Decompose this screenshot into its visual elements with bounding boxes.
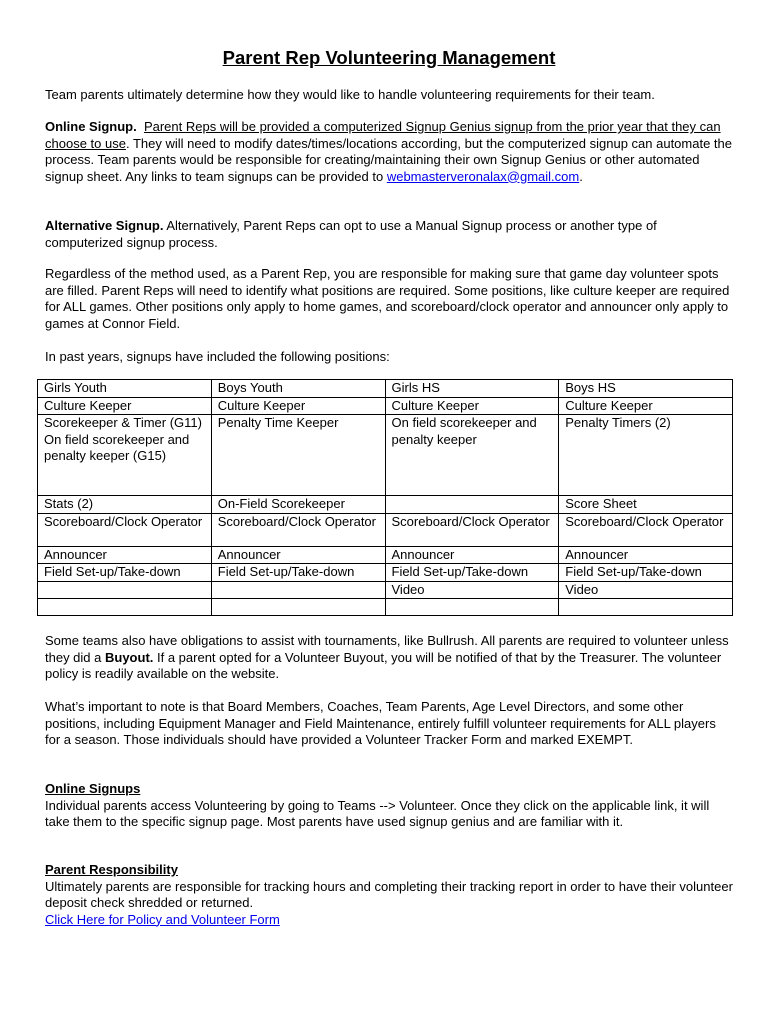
table-cell: Field Set-up/Take-down <box>211 564 385 582</box>
table-header-row <box>38 380 733 398</box>
table-cell: Announcer <box>211 546 385 564</box>
table-cell <box>385 496 559 514</box>
online-signup-rest: . They will need to modify dates/times/locations according, but the computerized signup can automate the process. Team parents would be responsible for creating/maintaining their own Signup Genius or other automated signup sheet. Any links to team signups can be provided to <box>45 135 732 184</box>
past-years-paragraph: In past years, signups have included the following positions: <box>45 349 390 364</box>
table-cell <box>559 599 733 616</box>
alternative-signup-label: Alternative Signup. <box>45 218 164 233</box>
table-cell: Penalty Timers (2) <box>559 415 733 496</box>
table-cell <box>211 581 385 599</box>
online-signups-heading: Online Signups <box>45 781 141 796</box>
table-cell: On-Field Scorekeeper <box>211 496 385 514</box>
online-signup-end: . <box>579 168 583 184</box>
table-cell: Video <box>559 581 733 599</box>
table-row <box>38 397 733 415</box>
webmaster-email-link[interactable]: webmasterveronalax@gmail.com <box>386 168 580 184</box>
policy-form-link[interactable]: Click Here for Policy and Volunteer Form <box>45 911 280 927</box>
table-cell: Culture Keeper <box>385 397 559 415</box>
important-paragraph: What’s important to note is that Board Members, Coaches, Team Parents, Age Level Directors, and some other positions, including Equipment Manager and Field Maintenance, entirely fulfill volunteer requirements for ALL players for a season. Those individuals should have provided a Volunteer Tracker Form and marked EXEMPT. <box>45 699 716 747</box>
online-signup-underlined: Parent Reps will be provided a computerized Signup Genius signup from the prior year that they can choose to use <box>45 119 721 151</box>
alternative-signup-text: Alternatively, Parent Reps can opt to use a Manual Signup process or another type of computerized signup process. <box>45 218 657 250</box>
table-cell: Culture Keeper <box>211 397 385 415</box>
table-cell: Culture Keeper <box>559 397 733 415</box>
obligations-before: Some teams also have obligations to assist with tournaments, like Bullrush. All parents are required to volunteer unless they did a <box>45 633 729 665</box>
regardless-paragraph: Regardless of the method used, as a Parent Rep, you are responsible for making sure that game day volunteer spots are filled. Parent Reps will need to identify what positions are required. Some positions, like culture keeper are required for ALL games. Other positions only apply to home games, and scoreboard/clock operator and announcer only apply to games at Connor Field. <box>45 266 730 331</box>
table-row <box>38 546 733 564</box>
table-header-cell: Girls Youth <box>38 380 212 398</box>
table-cell: Scoreboard/Clock Operator <box>38 513 212 546</box>
online-signup-paragraph <box>45 119 733 185</box>
table-cell: Penalty Time Keeper <box>211 415 385 496</box>
table-row <box>38 415 733 496</box>
table-row <box>38 496 733 514</box>
table-row <box>38 599 733 616</box>
table-cell: Video <box>385 581 559 599</box>
online-signups-text: Individual parents access Volunteering by going to Teams --> Volunteer. Once they click on the applicable link, it will take them to the specific signup page. Most parents have used signup genius and are familiar with it. <box>45 797 710 829</box>
table-cell <box>385 599 559 616</box>
table-row <box>38 581 733 599</box>
table-cell: On field scorekeeper and penalty keeper <box>385 415 559 496</box>
table-row <box>38 513 733 546</box>
table-cell: Score Sheet <box>559 496 733 514</box>
table-cell <box>211 599 385 616</box>
online-signups-section <box>45 781 733 831</box>
table-row <box>38 564 733 582</box>
table-cell <box>38 599 212 616</box>
table-cell: Announcer <box>385 546 559 564</box>
table-header-cell: Girls HS <box>385 380 559 398</box>
page-title: Parent Rep Volunteering Management <box>222 47 556 68</box>
table-header-cell: Boys HS <box>559 380 733 398</box>
table-cell <box>38 581 212 599</box>
positions-table <box>37 379 733 616</box>
parent-responsibility-text: Ultimately parents are responsible for tracking hours and completing their tracking report in order to have their volunteer deposit check shredded or returned. <box>45 878 733 910</box>
table-cell: Announcer <box>559 546 733 564</box>
table-cell: Field Set-up/Take-down <box>38 564 212 582</box>
buyout-label: Buyout. <box>105 649 154 665</box>
table-cell: Scoreboard/Clock Operator <box>559 513 733 546</box>
table-cell: Stats (2) <box>38 496 212 514</box>
obligations-paragraph <box>45 633 733 683</box>
table-cell: Field Set-up/Take-down <box>559 564 733 582</box>
table-header-cell: Boys Youth <box>211 380 385 398</box>
table-cell: Announcer <box>38 546 212 564</box>
parent-responsibility-section <box>45 862 733 928</box>
table-cell: Scoreboard/Clock Operator <box>385 513 559 546</box>
intro-paragraph: Team parents ultimately determine how they would like to handle volunteering requirements for their team. <box>45 87 655 102</box>
table-cell: Culture Keeper <box>38 397 212 415</box>
table-cell: Scorekeeper & Timer (G11) On field scorekeeper and penalty keeper (G15) <box>38 415 212 496</box>
obligations-after: If a parent opted for a Volunteer Buyout, you will be notified of that by the Treasurer. The volunteer policy is readily available on the website. <box>45 649 722 681</box>
parent-responsibility-heading: Parent Responsibility <box>45 862 178 877</box>
table-cell: Scoreboard/Clock Operator <box>211 513 385 546</box>
table-cell: Field Set-up/Take-down <box>385 564 559 582</box>
alternative-signup-paragraph <box>45 218 733 251</box>
online-signup-label: Online Signup. <box>45 119 137 134</box>
